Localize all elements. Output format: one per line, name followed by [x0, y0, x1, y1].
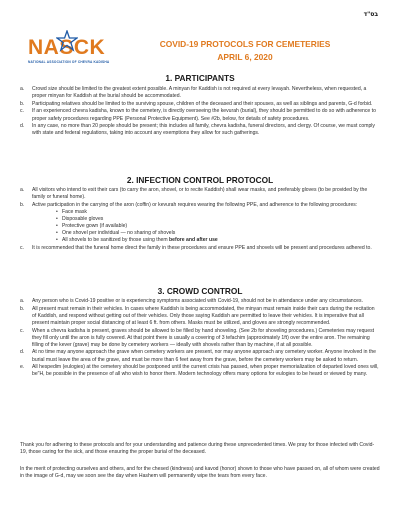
bullet-text: Face mask [62, 208, 87, 215]
bullet-icon: • [56, 208, 58, 215]
infection-control-list [20, 187, 380, 253]
bullet-text: Protective gown (if available) [62, 223, 128, 230]
logo-text: NASCK [28, 36, 106, 59]
list-marker: c. [20, 327, 24, 334]
list-marker: c. [20, 244, 24, 251]
list-item-text: In any case, no more than 20 people should be present; this includes all family, chevra kadisha, funeral directors, and clergy. Of course, we must comply with state and federal regulations, taking into account any exemptions they allow for such gatherings. [32, 123, 375, 137]
list-item-text: It is recommended that the funeral home direct the family in these procedures and ensure PPE and shovels will be present and procedures adhered to. [32, 244, 372, 251]
list-item [20, 245, 380, 252]
list-item [20, 298, 380, 305]
list-marker: b. [20, 201, 25, 208]
list-item [20, 86, 380, 100]
bullet-item [56, 230, 380, 237]
list-item-text: All present must remain in their vehicles. In cases where Kaddish is being accommodated, the minyan must remain inside their cars during the recitation of Kaddish, and respond without getting out of their vehicles. Only those saying Kaddish are permitted to leave their vehicles. It is imperative that all present maintain proper social distancing of at least 6 ft. from others. Masks must be utilized, and gloves are strongly recommended. [32, 305, 375, 326]
bullet-text: Disposable gloves [62, 215, 104, 222]
list-item [20, 306, 380, 327]
list-item-text: All visitors who intend to exit their cars (to carry the aron, shovel, or to recite Kaddish) shall wear masks, and preferably gloves (to be provided by the family or funeral home). [32, 187, 368, 201]
list-marker: a. [20, 187, 25, 193]
list-item-text: Active participation in the carrying of the aron (coffin) or kevurah requires wearing the following PPE, and adherence to the following procedures: [32, 201, 358, 208]
bullet-item [56, 237, 380, 244]
title-date: APRIL 6, 2020 [217, 52, 273, 62]
nasck-logo [28, 34, 123, 68]
bullet-icon: • [56, 237, 58, 244]
list-marker: c. [20, 108, 24, 115]
list-item [20, 108, 380, 122]
list-marker: b. [20, 305, 25, 312]
list-item-text: Crowd size should be limited to the greatest extent possible. A minyan for Kaddish is not required at every levayah. Nevertheless, when requested, a proper minyan for Kaddish at the burial should be accommodated. [32, 86, 367, 100]
bullet-item [56, 209, 380, 216]
bullet-icon: • [56, 223, 58, 230]
bullet-item [56, 223, 380, 230]
document-title [130, 38, 360, 64]
list-item-text: At no time may anyone approach the grave when cemetery workers are present, nor may anyone approach any cemetery worker. Anyone involved in the burial must leave the area of the grave, and must be more than 6 feet away from the grave, before the cemetery workers may be asked to return. [32, 349, 377, 363]
title-line-1: COVID-19 PROTOCOLS FOR CEMETERIES [159, 39, 331, 49]
list-item [20, 202, 380, 245]
list-marker: d. [20, 123, 25, 130]
closing-blessing-paragraph: In the merit of protecting ourselves and others, and for the chesed (kindness) and kavod (honor) shown to those who have passed on, all of whom were created in the image of G-d, may we soon see the day when Hashem will permanently wipe the tears from every face. [20, 466, 380, 480]
ppe-bullet-list [32, 209, 380, 244]
list-item [20, 349, 380, 363]
list-marker: a. [20, 86, 25, 92]
list-item-text: When a chevra kadisha is present, graves should be allowed to be filled by hand shoveling. (See 2b for shoveling procedures.) Cemeteries may request they fill only until the aron is fully covered. At that point there is usually a covering of 3 tefachim (approximately 1ft) over the entire aron. The remaining filling of the kever (grave) may be done by cemetery workers — ideally with shovels rather than by machine, if at all possible. [32, 327, 375, 348]
list-item-text: Any person who is Covid-19 positive or is experiencing symptoms associated with Covid-19, should not be in attendance under any circumstances. [32, 298, 363, 304]
bullet-icon: • [56, 215, 58, 222]
list-item-text: All hespedim (eulogies) at the cemetery should be postponed until the current crisis has passed, when proper memorialization of departed loved ones will, be"H, be possible in the presence of all who wish to honor them. Modern technology offers many options for eulogies to be heard or viewed by many. [32, 364, 379, 378]
crowd-control-list [20, 298, 380, 379]
bullet-emphasis: before and after use [169, 237, 218, 244]
list-item [20, 123, 380, 137]
list-item [20, 187, 380, 201]
star-icon [56, 30, 78, 52]
bullet-item [56, 216, 380, 223]
list-marker: b. [20, 100, 25, 107]
bullet-icon: • [56, 230, 58, 237]
participants-list [20, 86, 380, 138]
logo-subtitle: NATIONAL ASSOCIATION OF CHEVRA KADISHA [28, 60, 110, 64]
list-item [20, 328, 380, 349]
section-heading-participants: 1. PARTICIPANTS [165, 73, 235, 83]
bsd-header: בס"ד [363, 11, 378, 18]
list-item-text: If an experienced chevra kadisha, known to the cemetery, is directly overseeing the kevurah (burial), they should be permitted to do so with adherence to proper safety procedures regarding PPE (Personal Protective Equipment). See #2b, below, for details of safety procedures. [32, 108, 376, 122]
list-marker: d. [20, 349, 25, 356]
bullet-text: All shovels to be sanitized by those using them [62, 237, 168, 244]
section-heading-crowd-control: 3. CROWD CONTROL [157, 286, 243, 296]
list-item [20, 101, 380, 108]
list-item [20, 364, 380, 378]
list-item-text: Participating relatives should be limited to the surviving spouse, children of the deceased and their spouses, as well as siblings and parents, G-d forbid. [32, 100, 373, 107]
bullet-text: One shovel per individual — no sharing of shovels [62, 230, 176, 237]
closing-paragraph: Thank you for adhering to these protocols and for your understanding and patience during these unprecedented times. We pray for those infected with Covid-19, those caring for the sick, and those ensuring the proper burial of the deceased. [20, 442, 375, 456]
section-heading-infection-control: 2. INFECTION CONTROL PROTOCOL [126, 175, 274, 185]
list-marker: e. [20, 364, 25, 371]
list-marker: a. [20, 298, 25, 304]
